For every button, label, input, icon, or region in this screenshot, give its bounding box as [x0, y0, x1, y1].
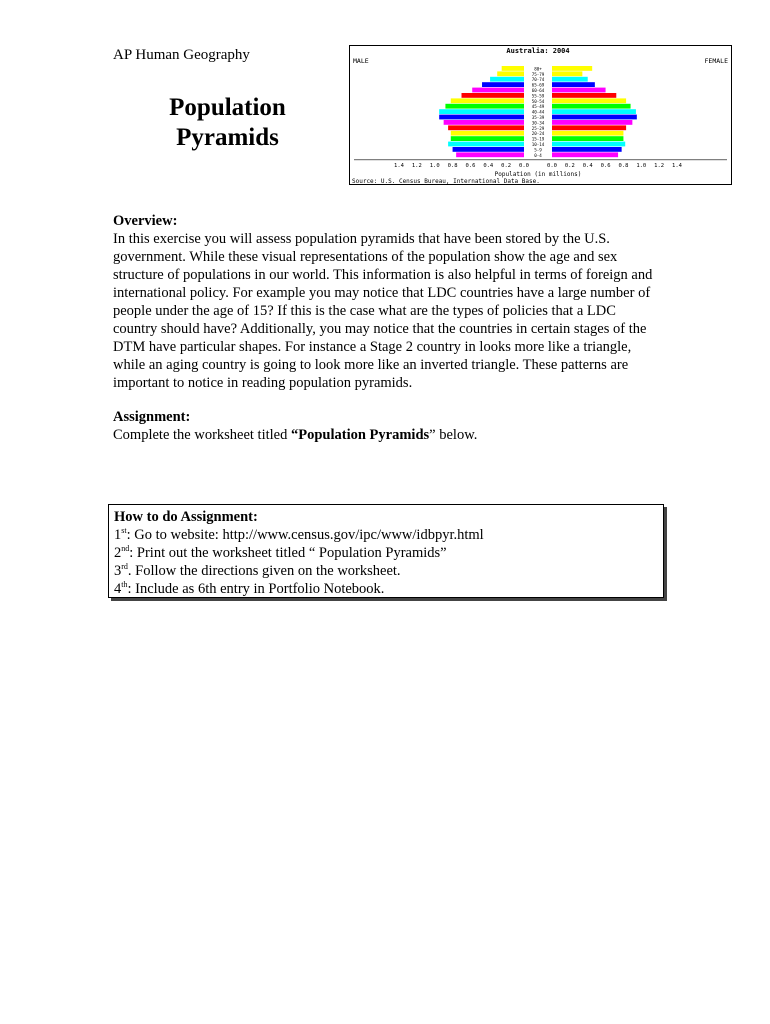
- pyramid-female-bar: [552, 136, 623, 141]
- pyramid-tick-label: 0.2: [501, 162, 512, 169]
- pyramid-title: Australia: 2004: [506, 47, 570, 55]
- pyramid-age-label: 5-9: [534, 147, 542, 153]
- pyramid-age-label: 15-19: [531, 136, 545, 142]
- pyramid-age-label: 40-44: [531, 109, 545, 115]
- pyramid-tick-label: 1.4: [672, 162, 682, 169]
- overview-section: [113, 212, 663, 392]
- pyramid-female-bar: [552, 131, 623, 136]
- pyramid-age-label: 50-54: [531, 98, 545, 104]
- pyramid-tick-label: 1.4: [394, 162, 404, 169]
- pyramid-age-label: 80+: [534, 66, 542, 72]
- assignment-text-bold: “Population Pyramids: [291, 427, 430, 443]
- howto-heading: How to do Assignment:: [114, 509, 258, 525]
- assignment-text-before: Complete the worksheet titled: [113, 427, 291, 443]
- pyramid-age-label: 65-69: [531, 82, 545, 88]
- assignment-text: [113, 426, 663, 444]
- pyramid-male-bar: [439, 115, 524, 120]
- pyramid-age-label: 35-39: [531, 115, 545, 120]
- pyramid-female-bar: [552, 98, 626, 103]
- pyramid-male-bar: [497, 71, 524, 76]
- pyramid-age-label: 20-24: [531, 131, 545, 137]
- pyramid-tick-label: 0.8: [618, 162, 629, 169]
- pyramid-female-bar: [552, 66, 592, 71]
- pyramid-male-bar: [472, 88, 524, 93]
- pyramid-male-bar: [456, 152, 524, 157]
- step-number: 2: [114, 545, 122, 561]
- pyramid-male-bar: [448, 125, 524, 130]
- pyramid-male-bar: [451, 98, 524, 103]
- page-title: [160, 93, 295, 153]
- pyramid-male-bar: [482, 82, 524, 87]
- pyramid-female-bar: [552, 88, 606, 93]
- assignment-text-after: ” below.: [429, 427, 478, 443]
- howto-step: [114, 526, 658, 544]
- pyramid-age-label: 55-59: [531, 93, 545, 99]
- howto-step: [114, 580, 658, 598]
- pyramid-female-bar: [552, 93, 616, 98]
- howto-box: [108, 504, 664, 598]
- pyramid-tick-label: 0.4: [483, 162, 494, 169]
- pyramid-female-bar: [552, 77, 588, 82]
- pyramid-female-bar: [552, 109, 636, 114]
- pyramid-female-bar: [552, 82, 595, 87]
- pyramid-female-bar: [552, 125, 626, 130]
- pyramid-source: Source: U.S. Census Bureau, International Data Base.: [352, 178, 540, 184]
- step-text: . Follow the directions given on the worksheet.: [127, 563, 401, 579]
- course-name: AP Human Geography: [113, 47, 250, 63]
- pyramid-age-label: 25-29: [531, 125, 545, 131]
- pyramid-age-label: 70-74: [531, 77, 545, 83]
- assignment-section: [113, 408, 663, 444]
- pyramid-male-label: MALE: [353, 57, 369, 65]
- title-line-2: Pyramids: [176, 124, 279, 151]
- pyramid-tick-label: 0.2: [564, 162, 575, 169]
- assignment-heading: Assignment:: [113, 409, 191, 425]
- step-ordinal: rd: [121, 562, 128, 572]
- pyramid-male-bar: [453, 147, 524, 152]
- pyramid-male-bar: [445, 104, 524, 109]
- howto-step: [114, 544, 658, 562]
- step-ordinal: th: [121, 580, 128, 590]
- step-ordinal: st: [121, 526, 127, 536]
- pyramid-male-bar: [490, 77, 524, 82]
- pyramid-tick-label: 1.0: [429, 162, 440, 169]
- step-text: : Include as 6th entry in Portfolio Notebook.: [127, 581, 385, 597]
- pyramid-female-bar: [552, 142, 625, 147]
- step-ordinal: nd: [121, 544, 130, 554]
- pyramid-tick-label: 0.0: [547, 162, 557, 169]
- pyramid-age-label: 30-34: [531, 120, 545, 126]
- pyramid-female-bar: [552, 152, 618, 157]
- pyramid-tick-label: 1.0: [636, 162, 647, 169]
- pyramid-age-label: 75-79: [531, 71, 545, 77]
- step-text: : Go to website: http://www.census.gov/ipc/www/idbpyr.html: [126, 527, 484, 543]
- pyramid-age-label: 10-14: [531, 142, 545, 147]
- population-pyramid-image: [349, 45, 732, 185]
- pyramid-male-bar: [462, 93, 525, 98]
- pyramid-age-label: 0-4: [534, 152, 542, 158]
- pyramid-svg: [350, 46, 731, 184]
- step-number: 4: [114, 581, 122, 597]
- pyramid-tick-label: 1.2: [654, 162, 665, 169]
- pyramid-tick-label: 0.4: [582, 162, 593, 169]
- pyramid-male-bar: [502, 66, 524, 71]
- pyramid-tick-label: 0.6: [465, 162, 476, 169]
- pyramid-age-label: 45-49: [531, 104, 545, 110]
- step-number: 3: [114, 563, 122, 579]
- pyramid-tick-label: 0.8: [447, 162, 458, 169]
- pyramid-female-bar: [552, 147, 622, 152]
- overview-text: In this exercise you will assess population pyramids that have been stored by the U.S. government. While these visual representations of the population show the age and sex structure of populations in our world. This information is also helpful in terms of foreign and international policy. For example you may notice that LDC countries have a large number of people under the age of 15? If this is the case what are the types of policies that a LDC country should have? Additionally, you may notice that the countries in certain stages of the DTM have particular shapes. For instance a Stage 2 country in looks more like a triangle, while an aging country is going to look more like an inverted triangle. These patterns are important to notice in reading population pyramids.: [113, 231, 653, 391]
- step-text: : Print out the worksheet titled “ Population Pyramids”: [129, 545, 447, 561]
- pyramid-male-bar: [448, 142, 524, 147]
- pyramid-male-bar: [451, 131, 524, 136]
- overview-heading: Overview:: [113, 213, 178, 229]
- pyramid-female-bar: [552, 120, 632, 125]
- pyramid-female-bar: [552, 104, 631, 109]
- pyramid-tick-label: 0.6: [600, 162, 611, 169]
- pyramid-male-bar: [439, 109, 524, 114]
- pyramid-tick-label: 1.2: [411, 162, 422, 169]
- pyramid-female-bar: [552, 71, 582, 76]
- pyramid-female-bar: [552, 115, 637, 120]
- howto-step: [114, 562, 658, 580]
- pyramid-male-bar: [451, 136, 524, 141]
- pyramid-male-bar: [444, 120, 524, 125]
- step-number: 1: [114, 527, 122, 543]
- title-line-1: Population: [169, 94, 286, 121]
- pyramid-tick-label: 0.0: [519, 162, 529, 169]
- pyramid-female-label: FEMALE: [704, 57, 728, 65]
- pyramid-x-axis-label: Population (in millions): [494, 171, 582, 178]
- pyramid-age-label: 60-64: [531, 88, 545, 93]
